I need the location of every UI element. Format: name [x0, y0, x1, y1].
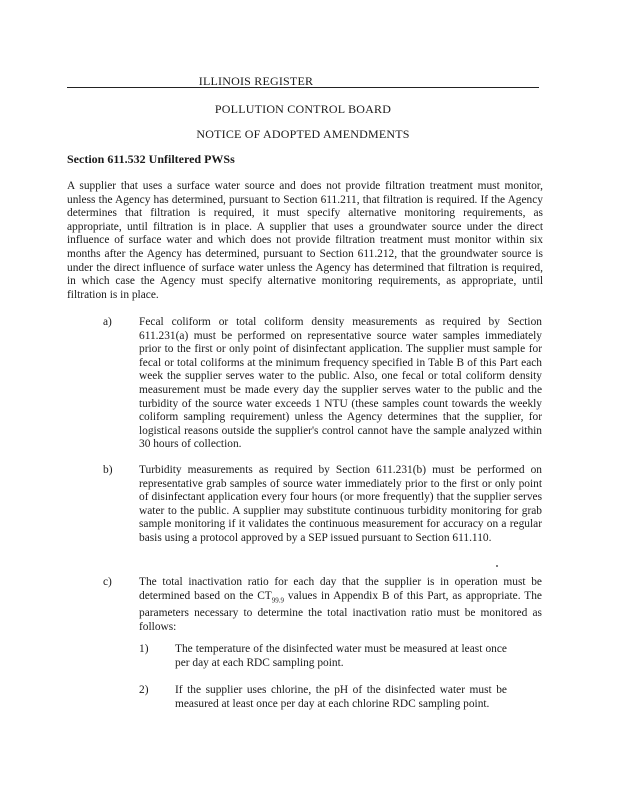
- item-text: Fecal coliform or total coliform density measurements as required by Section 611.231(a) must be performed on representative source water samples immediately prior to the first or only point of disinfectant application. The supplier must sample for fecal or total coliforms at the minimum frequency specified in Table B of this Part each week the supplier serves water to the public. Also, one fecal or total coliform density measurement must be made every day the supplier serves water to the public and the turbidity of the source water exceeds 1 NTU (these samples count towards the weekly coliform sampling requirement) unless the Agency determines that the supplier, for logistical reasons outside the supplier's control cannot have the sample analyzed within 30 hours of collection.: [139, 316, 542, 451]
- item-marker: b): [103, 464, 113, 476]
- subitem-text: If the supplier uses chlorine, the pH of the disinfected water must be measured at least once per day at each chlorine RDC sampling point.: [175, 684, 507, 710]
- subitem-text: The temperature of the disinfected water must be measured at least once per day at each RDC sampling point.: [175, 643, 507, 669]
- header-rule-right: [355, 87, 539, 88]
- intro-paragraph: A supplier that uses a surface water source and does not provide filtration treatment must monitor, unless the Agency has determined, pursuant to Section 611.211, that filtration is required. If the Agency determines that filtration is required, it must specify alternative monitoring requirements, as appropriate, until filtration is in place. A supplier that uses a groundwater source under the direct influence of surface water and which does not provide filtration treatment must monitor within six months after the Agency has determined, pursuant to Section 611.212, that the groundwater source is under the direct influence of surface water unless the Agency has determined that filtration is required, in which case the Agency must specify alternative monitoring requirements, as appropriate, until filtration is in place.: [67, 180, 543, 301]
- item-text: [139, 576, 542, 635]
- item-text: Turbidity measurements as required by Section 611.231(b) must be performed on representative grab samples of source water immediately prior to the first or only point of disinfectant application every four hours (or more frequently) that the supplier serves water to the public. A supplier may substitute continuous turbidity monitoring for grab sample monitoring if it validates the continuous measurement for accuracy on a regular basis using a protocol approved by a SEP issued pursuant to Section 611.110.: [139, 464, 542, 544]
- notice-heading: NOTICE OF ADOPTED AMENDMENTS: [196, 127, 410, 141]
- item-marker: c): [103, 576, 112, 588]
- scan-speck: [496, 565, 498, 567]
- board-heading: POLLUTION CONTROL BOARD: [214, 102, 392, 116]
- subitem-marker: 1): [139, 643, 149, 655]
- item-text-start: The total inactivation ratio for each day that the supplier is in operation must be determined based on the CT: [139, 576, 542, 602]
- subitem-marker: 2): [139, 684, 149, 696]
- register-heading: ILLINOIS REGISTER: [157, 75, 355, 88]
- section-title: Section 611.532 Unfiltered PWSs: [67, 152, 235, 166]
- ct-subscript: 99.9: [271, 595, 284, 604]
- item-text-end: values in Appendix B of this Part, as appropriate. The parameters necessary to determine the total inactivation ratio must be monitored as follows:: [139, 589, 542, 634]
- header-rule-left: [67, 87, 157, 88]
- item-marker: a): [103, 316, 112, 328]
